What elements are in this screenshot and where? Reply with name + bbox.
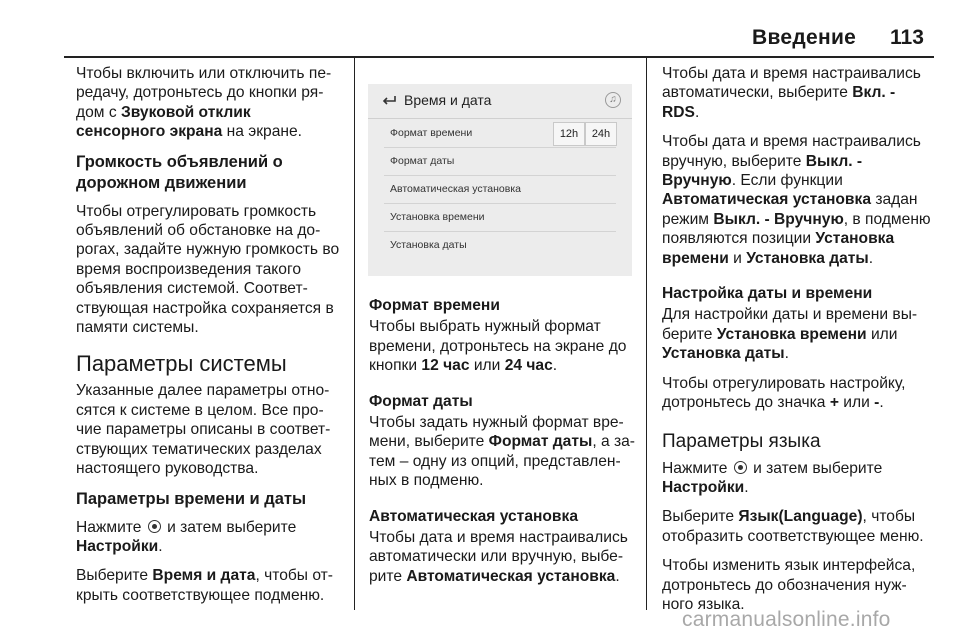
column-left: [76, 64, 344, 615]
heading-date-format: Формат даты: [369, 392, 473, 410]
back-arrow-icon: [382, 95, 396, 105]
heading-traffic-volume: Громкость объявлений о дорожном движении: [76, 152, 283, 192]
manual-paragraph: Чтобы дата и время настраивались вручную, выберите Выкл. - Вручную. Если функции Автоматическая установка задан режим Выкл. - Вручную, в подменю появляются позиции Установка времени и Установка даты.: [662, 133, 931, 267]
press-settings-paragraph-lang: Нажмите и затем выберите Настройки.: [662, 459, 883, 496]
menu-item-time-format[interactable]: Формат времени 12h 24h: [384, 120, 616, 148]
menu-item-date-format[interactable]: Формат даты: [384, 148, 616, 176]
menu-item-set-time[interactable]: Установка времени: [384, 204, 616, 232]
header-rule: [64, 56, 934, 58]
select-time-date-paragraph: Выберите Время и дата, чтобы от-крыть соответствующее подменю.: [76, 567, 334, 604]
intro-paragraph: Чтобы включить или отключить пе-редачу, дотроньтесь до кнопки ря-дом с Звуковой отклик сенсорного экрана на экране.: [76, 65, 332, 141]
time-format-paragraph: Чтобы выбрать нужный формат времени, дотроньтесь на экране до кнопки 12 час или 24 час.: [369, 318, 627, 375]
page-number: 113: [890, 26, 924, 49]
screen-title-bar: [368, 84, 632, 119]
volume-paragraph: Чтобы отрегулировать громкость объявлений об обстановке на до-рогах, задайте нужную громкость во время воспроизведения такого объявления системой. Соответ-ствующая настройка сохраняется в памяти системы.: [76, 202, 340, 337]
rds-paragraph: Чтобы дата и время настраивались автоматически, выберите Вкл. - RDS.: [662, 65, 921, 121]
heading-time-format: Формат времени: [369, 297, 500, 314]
screen-title: Время и дата: [404, 92, 492, 108]
column-divider-right: [646, 58, 647, 610]
music-note-icon: ♫: [605, 92, 621, 108]
menu-item-set-date[interactable]: Установка даты: [390, 239, 467, 251]
language-change-paragraph: Чтобы изменить язык интерфейса, дотроньтесь до обозначения нуж-ного языка.: [662, 557, 916, 613]
column-divider-left: [354, 58, 355, 610]
date-format-paragraph: Чтобы задать нужный формат вре-мени, выберите Формат даты, а за-тем – одну из опций, представлен-ных в подменю.: [369, 414, 635, 490]
system-paragraph: Указанные далее параметры отно-сятся к системе в целом. Все про-чие параметры описаны в соответ-ствующих тематических разделах настоящего руководства.: [76, 382, 331, 478]
header-title: Введение: [752, 26, 857, 49]
column-right: [662, 64, 932, 624]
adjust-paragraph: Чтобы отрегулировать настройку, дотроньтесь до значка + или -.: [662, 374, 906, 412]
heading-set-date-time: Настройка даты и времени: [662, 285, 873, 303]
watermark: carmanualsonline.info: [682, 608, 891, 631]
auto-set-paragraph: Чтобы дата и время настраивались автоматически или вручную, выбе-рите Автоматическая установка.: [369, 529, 628, 585]
column-middle: [369, 296, 639, 596]
settings-icon: [148, 520, 161, 533]
heading-system-settings: Параметры системы: [76, 351, 287, 377]
button-12h[interactable]: 12h: [553, 122, 585, 146]
heading-language: Параметры языка: [662, 430, 821, 452]
heading-auto-set: Автоматическая установка: [369, 507, 578, 525]
heading-time-date-settings: Параметры времени и даты: [76, 489, 307, 508]
time-date-screen-image: [368, 84, 632, 276]
set-paragraph: Для настройки даты и времени вы-берите Установка времени или Установка даты.: [662, 306, 918, 363]
settings-icon: [734, 461, 747, 474]
press-settings-paragraph: Нажмите и затем выберите Настройки.: [76, 518, 297, 555]
button-24h[interactable]: 24h: [585, 122, 617, 146]
language-select-paragraph: Выберите Язык(Language), чтобы отобразить соответствующее меню.: [662, 508, 924, 545]
menu-item-auto-set[interactable]: Автоматическая установка: [384, 176, 616, 204]
